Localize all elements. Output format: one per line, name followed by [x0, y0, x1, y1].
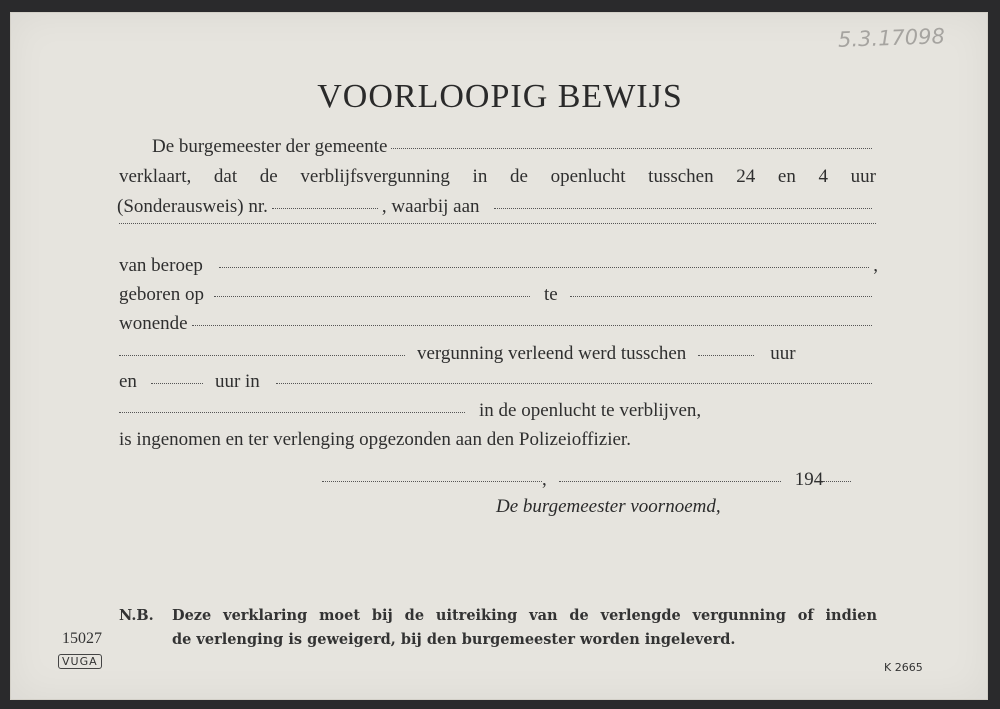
signature-caption: De burgemeester voornoemd, — [496, 496, 721, 517]
place-field[interactable] — [322, 481, 542, 482]
location-field[interactable] — [276, 383, 872, 384]
line-submitted — [119, 429, 819, 451]
birth-place-field[interactable] — [570, 296, 872, 297]
nb-label: N.B. — [119, 607, 154, 624]
line-birth — [119, 284, 876, 306]
permit-holder-field[interactable] — [119, 355, 405, 356]
hour-label: uur — [770, 343, 796, 364]
location-field-continued[interactable] — [119, 412, 465, 413]
year-prefix: 194 — [794, 469, 824, 490]
archive-number: 5.3.17098 — [837, 24, 946, 52]
born-label: geboren op — [119, 284, 204, 305]
recipient-field[interactable] — [494, 208, 872, 209]
municipality-field[interactable] — [391, 148, 872, 149]
nb-line-1: Deze verklaring moet bij de uitreiking van de verlengde vergunning of indien — [172, 607, 877, 624]
birth-date-field[interactable] — [214, 296, 530, 297]
nb-line-2: de verlenging is geweigerd, bij den burgemeester worden ingeleverd. — [172, 631, 736, 648]
form-number: 15027 — [62, 630, 102, 647]
outdoors-text: in de openlucht te verblijven, — [479, 400, 702, 421]
hour-in-label: uur in — [214, 371, 260, 392]
permit-text: vergunning verleend werd tusschen — [417, 343, 687, 364]
start-hour-field[interactable] — [698, 355, 754, 356]
line-declaration — [119, 166, 876, 188]
submitted-text: is ingenomen en ter verlenging opgezonden aan den Polizeioffizier. — [119, 429, 631, 450]
date-separator: , — [542, 469, 547, 490]
printer-logo: VUGA — [58, 654, 102, 669]
line-profession — [119, 255, 878, 277]
line-date — [322, 469, 878, 491]
line-end-hour — [119, 371, 876, 393]
line-residence — [119, 313, 876, 335]
line-sonderausweis — [117, 196, 876, 218]
year-field[interactable] — [823, 481, 851, 482]
and-label: en — [119, 371, 137, 392]
end-hour-field[interactable] — [151, 383, 203, 384]
form-title: VOORLOOPIG BEWIJS — [317, 78, 683, 115]
waarbij-label: , waarbij aan — [381, 196, 480, 217]
municipality-label: De burgemeester der gemeente — [152, 136, 388, 157]
sonderausweis-number-field[interactable] — [272, 208, 378, 209]
date-field[interactable] — [559, 481, 781, 482]
line-permit — [119, 343, 876, 365]
residence-label: wonende — [119, 313, 188, 334]
form-code: K 2665 — [884, 661, 923, 674]
residence-field[interactable] — [192, 325, 872, 326]
profession-label: van beroep — [119, 255, 203, 276]
birth-place-label: te — [543, 284, 558, 305]
sonderausweis-label: (Sonderausweis) nr. — [117, 196, 268, 217]
recipient-field-continued[interactable] — [119, 223, 876, 224]
profession-comma: , — [873, 255, 878, 276]
line-municipality — [152, 136, 876, 158]
profession-field[interactable] — [219, 267, 869, 268]
declaration-text: verklaart, dat de verblijfsvergunning in de openlucht tusschen 24 en 4 uur — [119, 166, 876, 187]
line-outdoors — [119, 400, 779, 422]
line-recipient-continued — [119, 226, 876, 227]
